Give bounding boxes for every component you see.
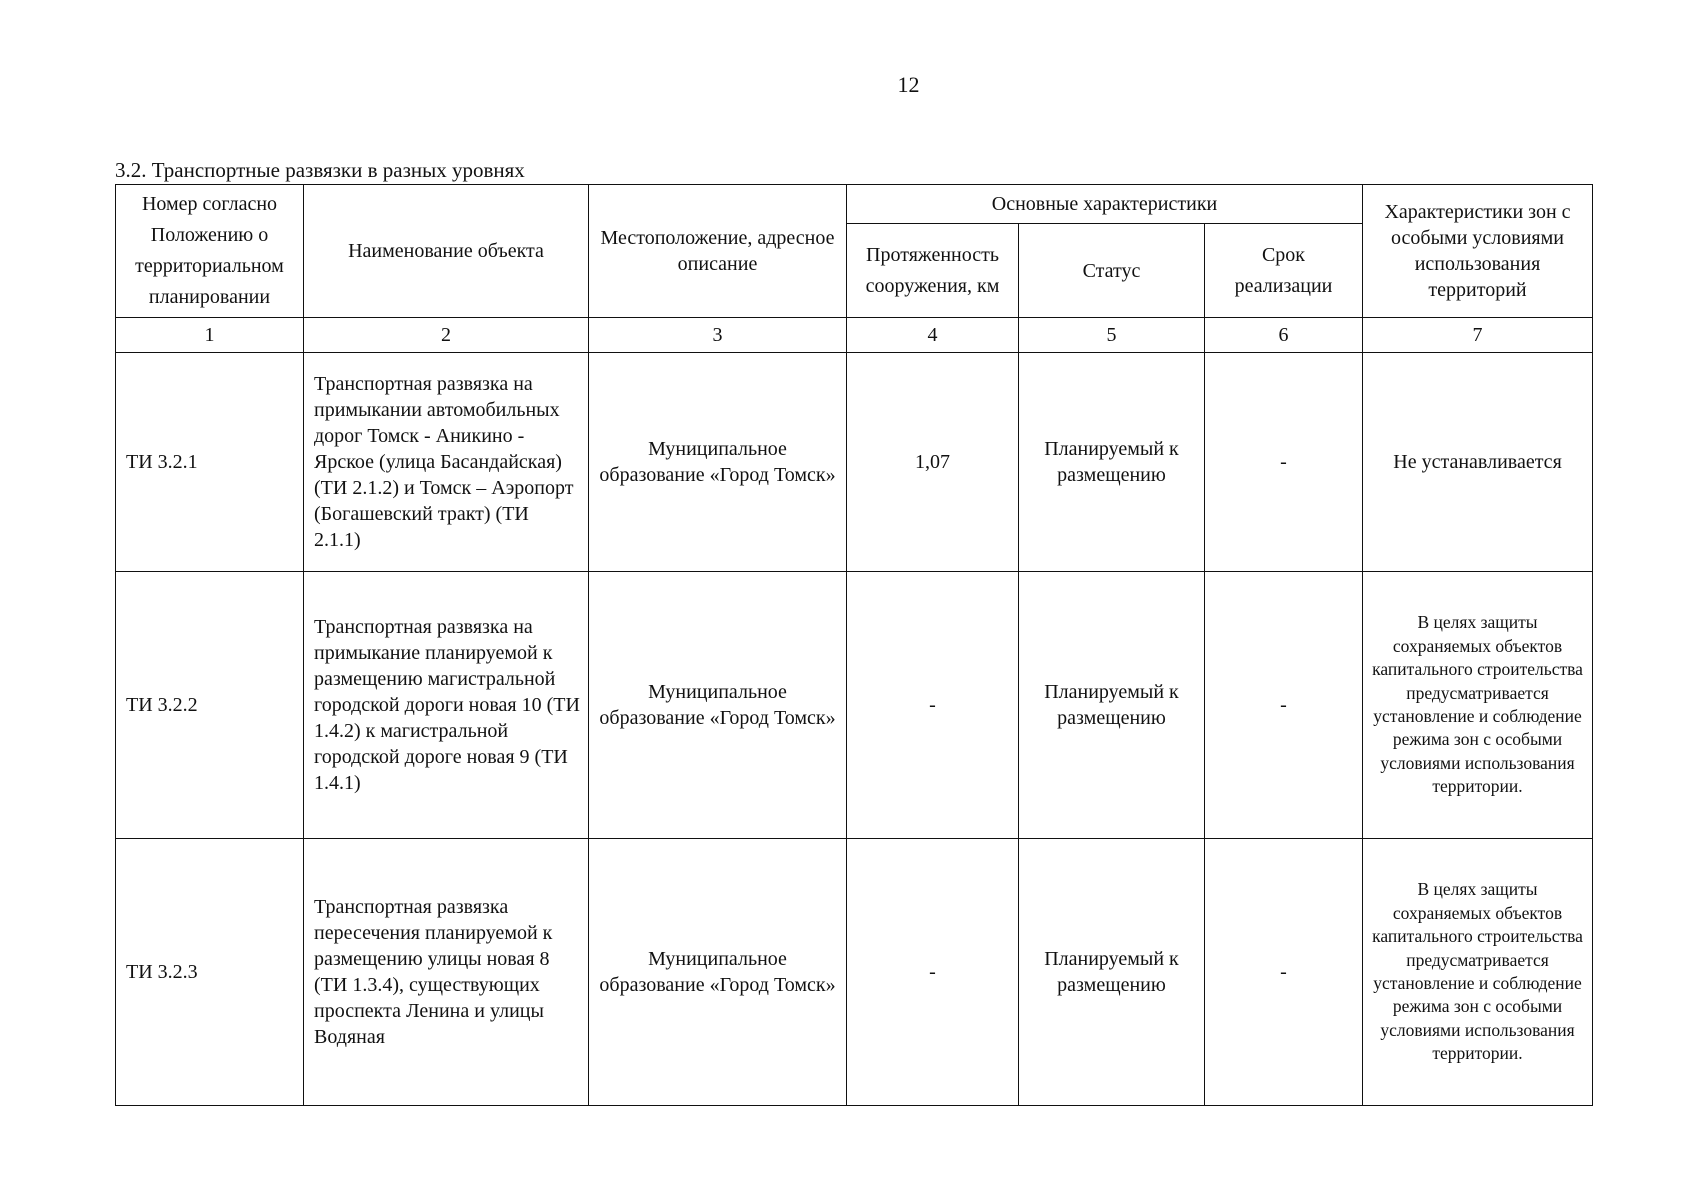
row-status: Планируемый к размещению: [1019, 353, 1205, 572]
header-length: Протяженность сооружения, км: [847, 224, 1019, 318]
row-length: 1,07: [847, 353, 1019, 572]
row-zones: В целях защиты сохраняемых объектов капитального строительства предусматривается установление и соблюдение режима зон с особыми условиями использования территории.: [1363, 839, 1593, 1106]
header-location: Местоположение, адресное описание: [589, 185, 847, 318]
header-zones: Характеристики зон с особыми условиями использования территорий: [1363, 185, 1593, 318]
row-id: ТИ 3.2.2: [116, 572, 304, 839]
column-number: 6: [1205, 318, 1363, 353]
column-number: 1: [116, 318, 304, 353]
column-number: 4: [847, 318, 1019, 353]
table-row: [116, 572, 1593, 839]
column-number: 5: [1019, 318, 1205, 353]
table-row: [116, 839, 1593, 1106]
transport-interchanges-table: [115, 184, 1593, 1106]
row-id: ТИ 3.2.3: [116, 839, 304, 1106]
row-name: Транспортная развязка пересечения планируемой к размещению улицы новая 8 (ТИ 1.3.4), существующих проспекта Ленина и улицы Водяная: [304, 839, 589, 1106]
header-main-characteristics: Основные характеристики: [847, 185, 1363, 224]
row-zones: В целях защиты сохраняемых объектов капитального строительства предусматривается установление и соблюдение режима зон с особыми условиями использования территории.: [1363, 572, 1593, 839]
header-number: Номер согласно Положению о территориальном планировании: [116, 185, 304, 318]
row-length: -: [847, 572, 1019, 839]
column-number: 7: [1363, 318, 1593, 353]
column-number: 3: [589, 318, 847, 353]
row-name: Транспортная развязка на примыкание планируемой к размещению магистральной городской дороги новая 10 (ТИ 1.4.2) к магистральной городской дороге новая 9 (ТИ 1.4.1): [304, 572, 589, 839]
row-location: Муниципальное образование «Город Томск»: [589, 839, 847, 1106]
row-status: Планируемый к размещению: [1019, 839, 1205, 1106]
column-number-row: [116, 318, 1593, 353]
row-status: Планируемый к размещению: [1019, 572, 1205, 839]
row-name: Транспортная развязка на примыкании автомобильных дорог Томск - Аникино - Ярское (улица Басандайская) (ТИ 2.1.2) и Томск – Аэропорт (Богашевский тракт) (ТИ 2.1.1): [304, 353, 589, 572]
header-name: Наименование объекта: [304, 185, 589, 318]
row-length: -: [847, 839, 1019, 1106]
row-location: Муниципальное образование «Город Томск»: [589, 572, 847, 839]
column-number: 2: [304, 318, 589, 353]
row-term: -: [1205, 353, 1363, 572]
page-number: 12: [897, 72, 920, 97]
header-term: Срок реализации: [1205, 224, 1363, 318]
row-term: -: [1205, 572, 1363, 839]
table-row: [116, 353, 1593, 572]
row-term: -: [1205, 839, 1363, 1106]
row-id: ТИ 3.2.1: [116, 353, 304, 572]
row-location: Муниципальное образование «Город Томск»: [589, 353, 847, 572]
section-title: 3.2. Транспортные развязки в разных уровнях: [115, 158, 525, 182]
header-status: Статус: [1019, 224, 1205, 318]
row-zones: Не устанавливается: [1363, 353, 1593, 572]
